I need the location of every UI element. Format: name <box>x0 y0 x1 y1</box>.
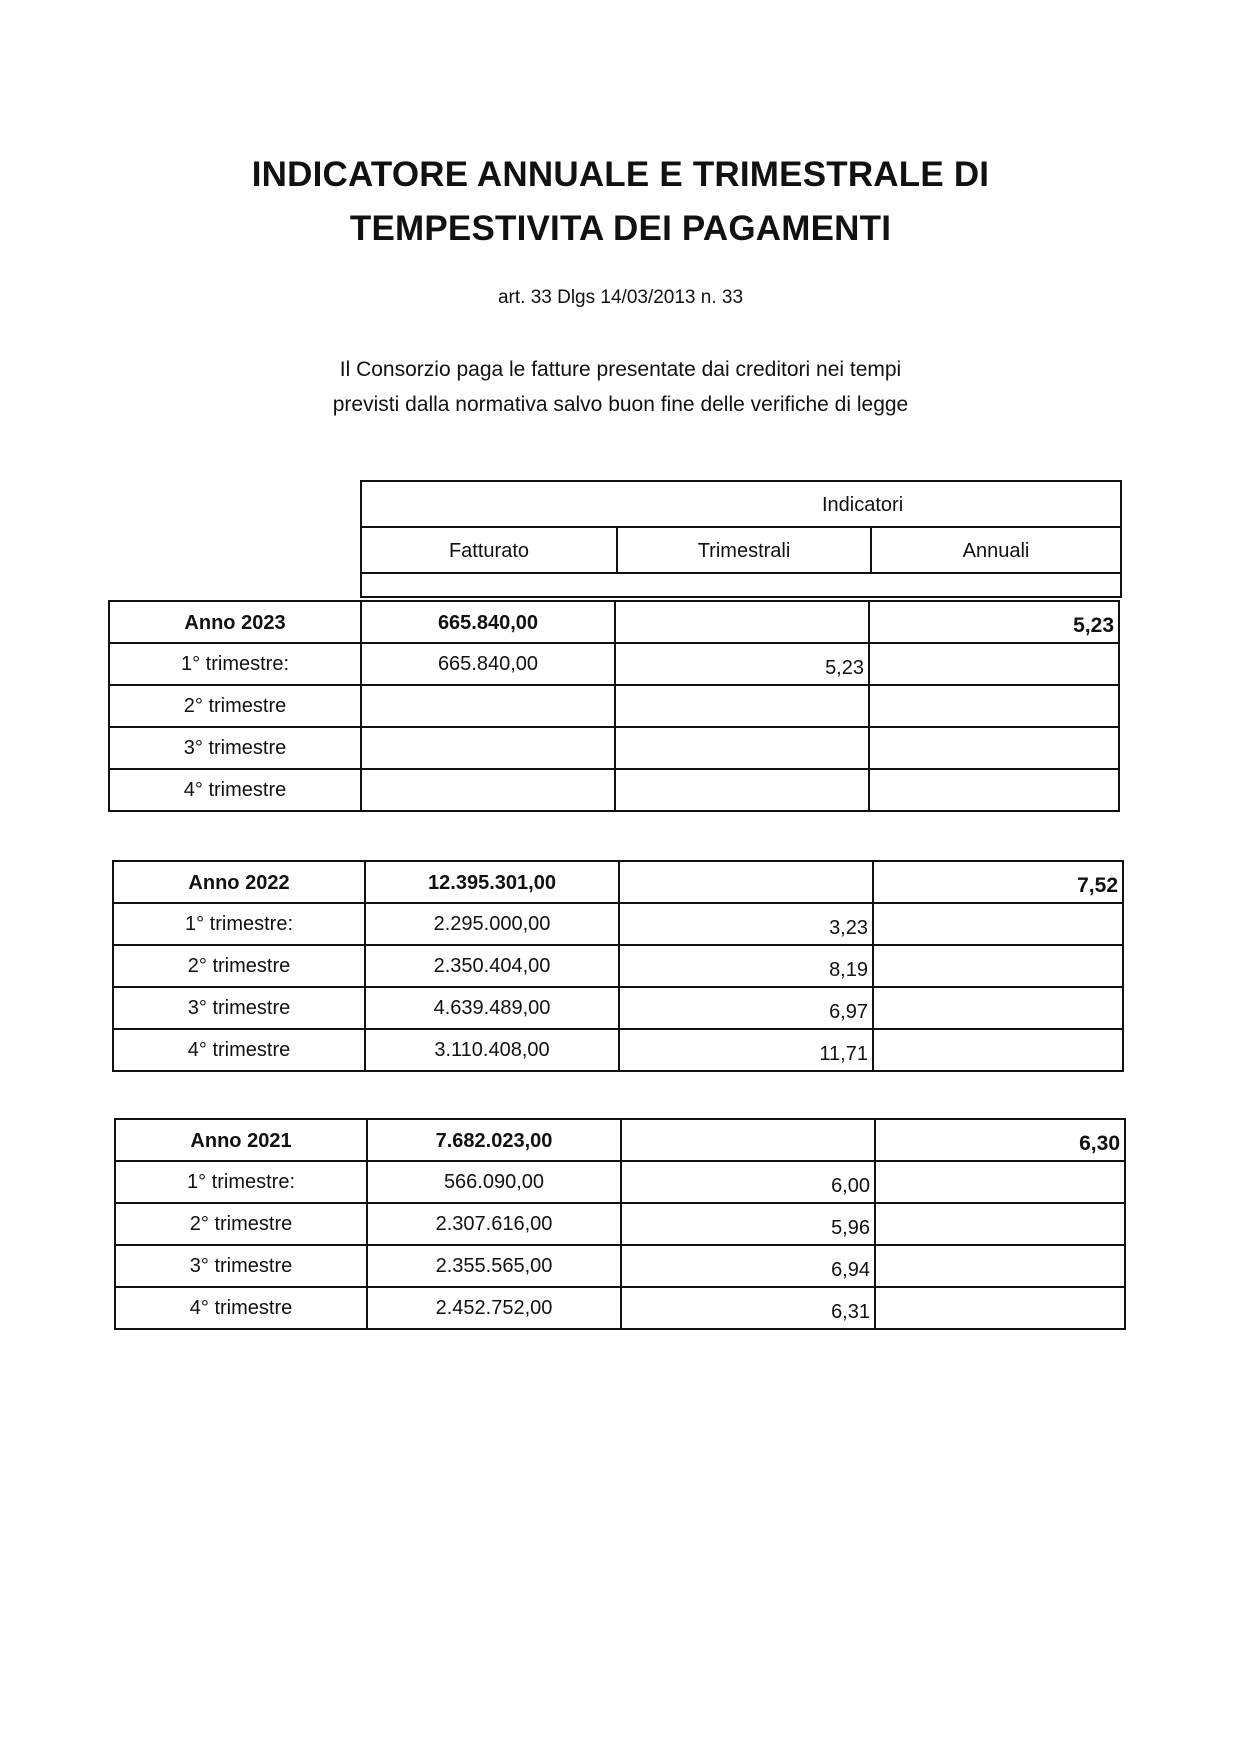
quarter-row <box>115 1287 1125 1329</box>
quarter-row <box>109 643 1119 685</box>
quarter-fatturato: 2.307.616,00 <box>367 1203 621 1245</box>
quarter-row <box>113 1029 1123 1071</box>
quarter-label: 3° trimestre <box>115 1245 367 1287</box>
quarter-annuale <box>873 903 1123 945</box>
quarter-trimestrale <box>615 769 869 811</box>
year-table-2023 <box>108 600 1120 812</box>
year-row <box>109 601 1119 643</box>
quarter-trimestrale: 6,94 <box>621 1245 875 1287</box>
year-table-2021 <box>114 1118 1126 1330</box>
quarter-annuale <box>869 685 1119 727</box>
indicatori-group-header <box>362 482 1120 528</box>
quarter-annuale <box>869 727 1119 769</box>
quarter-trimestrale: 11,71 <box>619 1029 873 1071</box>
year-label: Anno 2021 <box>115 1119 367 1161</box>
quarter-row <box>109 727 1119 769</box>
quarter-annuale <box>869 643 1119 685</box>
year-trimestrale <box>619 861 873 903</box>
quarter-fatturato: 3.110.408,00 <box>365 1029 619 1071</box>
year-annuale: 6,30 <box>875 1119 1125 1161</box>
year-row <box>113 861 1123 903</box>
quarter-fatturato <box>361 769 615 811</box>
quarter-trimestrale: 3,23 <box>619 903 873 945</box>
quarter-fatturato: 2.295.000,00 <box>365 903 619 945</box>
quarter-row <box>113 903 1123 945</box>
quarter-row <box>109 685 1119 727</box>
quarter-fatturato: 665.840,00 <box>361 643 615 685</box>
quarter-label: 2° trimestre <box>113 945 365 987</box>
year-trimestrale <box>621 1119 875 1161</box>
year-row <box>115 1119 1125 1161</box>
quarter-annuale <box>875 1203 1125 1245</box>
intro-line-1: Il Consorzio paga le fatture presentate dai creditori nei tempi <box>339 358 902 381</box>
year-table-2022 <box>112 860 1124 1072</box>
table-header <box>360 480 1122 598</box>
quarter-row <box>109 769 1119 811</box>
quarter-label: 3° trimestre <box>113 987 365 1029</box>
quarter-annuale <box>869 769 1119 811</box>
quarter-label: 2° trimestre <box>109 685 361 727</box>
quarter-fatturato: 2.355.565,00 <box>367 1245 621 1287</box>
quarter-trimestrale: 6,00 <box>621 1161 875 1203</box>
intro-line-2: previsti dalla normativa salvo buon fine delle verifiche di legge <box>332 393 909 416</box>
quarter-annuale <box>875 1245 1125 1287</box>
column-headers <box>362 528 1120 574</box>
quarter-fatturato: 2.452.752,00 <box>367 1287 621 1329</box>
quarter-label: 1° trimestre: <box>109 643 361 685</box>
quarter-trimestrale <box>615 685 869 727</box>
quarter-trimestrale: 6,31 <box>621 1287 875 1329</box>
year-label: Anno 2022 <box>113 861 365 903</box>
year-trimestrale <box>615 601 869 643</box>
quarter-row <box>115 1203 1125 1245</box>
year-label: Anno 2023 <box>109 601 361 643</box>
page-title <box>0 148 1241 256</box>
quarter-fatturato <box>361 727 615 769</box>
quarter-annuale <box>875 1161 1125 1203</box>
year-fatturato: 665.840,00 <box>361 601 615 643</box>
quarter-row <box>115 1245 1125 1287</box>
year-annuale: 7,52 <box>873 861 1123 903</box>
quarter-annuale <box>873 987 1123 1029</box>
indicatori-label: Indicatori <box>822 494 904 516</box>
quarter-fatturato: 2.350.404,00 <box>365 945 619 987</box>
quarter-row <box>113 945 1123 987</box>
quarter-label: 1° trimestre: <box>113 903 365 945</box>
quarter-label: 4° trimestre <box>109 769 361 811</box>
quarter-label: 3° trimestre <box>109 727 361 769</box>
header-spacer-row <box>362 574 1120 596</box>
quarter-label: 4° trimestre <box>115 1287 367 1329</box>
quarter-fatturato: 4.639.489,00 <box>365 987 619 1029</box>
quarter-label: 2° trimestre <box>115 1203 367 1245</box>
year-fatturato: 12.395.301,00 <box>365 861 619 903</box>
quarter-annuale <box>873 945 1123 987</box>
quarter-row <box>115 1161 1125 1203</box>
page-title-line-1: INDICATORE ANNUALE E TRIMESTRALE DI <box>251 155 990 194</box>
page-title-line-2: TEMPESTIVITA DEI PAGAMENTI <box>349 209 892 248</box>
quarter-trimestrale: 5,23 <box>615 643 869 685</box>
quarter-trimestrale: 8,19 <box>619 945 873 987</box>
legal-reference: art. 33 Dlgs 14/03/2013 n. 33 <box>497 287 744 308</box>
quarter-annuale <box>875 1287 1125 1329</box>
column-header-annuali: Annuali <box>870 528 1120 572</box>
quarter-trimestrale: 5,96 <box>621 1203 875 1245</box>
quarter-fatturato: 566.090,00 <box>367 1161 621 1203</box>
quarter-label: 4° trimestre <box>113 1029 365 1071</box>
year-fatturato: 7.682.023,00 <box>367 1119 621 1161</box>
quarter-annuale <box>873 1029 1123 1071</box>
quarter-trimestrale <box>615 727 869 769</box>
column-header-fatturato: Fatturato <box>448 540 530 562</box>
quarter-label: 1° trimestre: <box>115 1161 367 1203</box>
intro-text <box>0 352 1241 422</box>
column-header-trimestrali: Trimestrali <box>616 528 870 572</box>
year-annuale: 5,23 <box>869 601 1119 643</box>
quarter-trimestrale: 6,97 <box>619 987 873 1029</box>
quarter-row <box>113 987 1123 1029</box>
quarter-fatturato <box>361 685 615 727</box>
